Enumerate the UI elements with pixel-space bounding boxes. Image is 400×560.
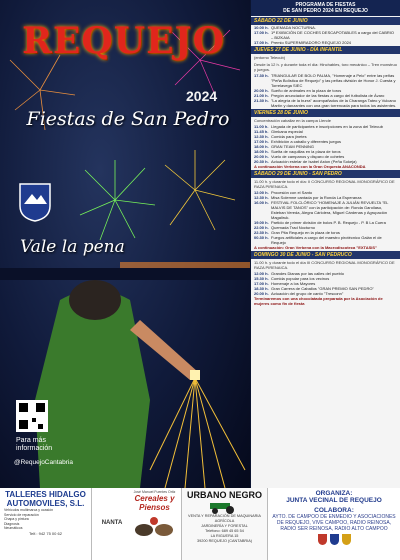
program-event bbox=[251, 235, 400, 245]
program-event-time: 20.00 h. bbox=[254, 154, 269, 159]
program-heading bbox=[251, 0, 400, 16]
poster-title: REQUEJO bbox=[22, 20, 225, 62]
sponsor-urbano-line: LA RIGUERA 15 bbox=[210, 534, 239, 538]
program-event-text: "La alegría de la burra" acompañados de la Charanga Tateo y Vulcano Martín y danzantes con una gran torrencada para todos los asistentes. bbox=[271, 98, 397, 108]
livestock-icon bbox=[130, 512, 178, 542]
program-event-text: Gran Carrera de Caballos "GRAN PREMIO SAN PEDRO" bbox=[271, 286, 374, 291]
sponsor-talleres-item: Chapa y pintura bbox=[4, 517, 29, 521]
sponsor-cereales bbox=[130, 490, 179, 558]
program-event-text: 1ª EXIBICIÓN DE COCHES DESCAPOTABLES a cargo del CABRIO – BIZKAIA bbox=[271, 30, 394, 40]
program-event-time: 12.00 h. bbox=[254, 271, 269, 276]
program-event-text: Vuelo de campanos y disparo de cohetes bbox=[271, 154, 345, 159]
program-day-note: (entorno Telecub) bbox=[254, 55, 286, 60]
program-day-continuation: A continuación: Gran Verbena con la Macrodiscoteca "EXTASIS" bbox=[254, 245, 377, 250]
colabora-heading: COLABORA: bbox=[314, 507, 354, 514]
sponsor-urbano-line: JARDINERÍA Y FORESTAL bbox=[201, 524, 248, 528]
program-day-note: Desde la 12 h. y durante toda el día: Hinchables, toro mecánico – Tren monstruo y juegos. bbox=[254, 62, 397, 72]
program-event-text: Gran Pita Requejo en la plaza de toros bbox=[271, 230, 340, 235]
program-day-title: SÁBADO 22 DE JUNIO bbox=[251, 17, 400, 25]
program-event-time: 18.30 h. bbox=[254, 286, 269, 291]
program-event-text: Suelta de vaquillas en la plaza de toros bbox=[271, 149, 341, 154]
program-event-time: 10.00 h. bbox=[254, 25, 269, 30]
sponsors-footer bbox=[0, 488, 400, 560]
sponsor-urbano-line: VENTA Y REPARACIÓN DE MAQUINARIA AGRÍCOLA bbox=[188, 514, 261, 523]
program-event bbox=[251, 73, 400, 88]
poster-year: 2024 bbox=[186, 88, 218, 104]
sponsor-talleres-item: Neumáticos bbox=[4, 526, 23, 530]
shield-icon bbox=[318, 534, 327, 545]
program-event-time: 19.00 h. bbox=[254, 220, 269, 225]
program-day-continuation: A continuación Verbena con la Gran Orquesta ANACONDA bbox=[254, 164, 366, 169]
program-day-note: 11.00 h. y durante todo el día: II CONCURSO REGIONAL MONOGRÁFICO DE RAZA PIRENAICA. bbox=[254, 179, 395, 189]
program-event-time: 17.00 h. bbox=[254, 281, 269, 286]
program-event-text: Sueño de animales en la plaza de toros bbox=[271, 88, 342, 93]
program-event-text: Grandes Dianas por las calles del pueblo bbox=[271, 271, 344, 276]
organiza-org: JUNTA VECINAL DE REQUEJO bbox=[286, 497, 382, 504]
program-event-time: 17.00 h. bbox=[254, 30, 269, 35]
program-event-time: 17.30 h. bbox=[254, 73, 269, 78]
sponsor-talleres-item: Servicio de reparación bbox=[4, 512, 39, 517]
program-event-time: 18.00 h. bbox=[254, 149, 269, 154]
program-event-text: Actuación estelar de Isabel Aston (Peña Sokeja) bbox=[271, 159, 357, 164]
program-event bbox=[251, 30, 400, 40]
program-event-time: 11.45 h. bbox=[254, 129, 269, 134]
sponsor-cereales-owner: José Manuel Fuentes Ortiz bbox=[133, 490, 176, 494]
program-event-text: Procesión con el Santo bbox=[271, 190, 313, 195]
organizers bbox=[268, 488, 400, 560]
program-event-text: Homenaje a los Mayores bbox=[271, 281, 316, 286]
social-handle: @RequejoCantabria bbox=[14, 459, 73, 466]
program-day-title: JUEVES 27 DE JUNIO - DÍA INFANTIL bbox=[251, 46, 400, 54]
program-event-time: 12.00 h. bbox=[254, 190, 269, 195]
program-event-text: Misa Solemne cantada por la Ronda La Esperanza bbox=[271, 195, 362, 200]
program-event-text: Comida popular para los vecinos bbox=[271, 276, 330, 281]
program-day-note: 11.00 h. y durante todo el día III CONCURSO REGIONAL MONOGRÁFICO DE RAZA PIRENAICA. bbox=[254, 260, 395, 270]
program-event-time: 17.00 h. bbox=[254, 40, 269, 45]
program-event-time: 21.30 h. bbox=[254, 98, 269, 103]
shield-icon bbox=[342, 534, 351, 545]
program-event-time: 17.00 h. bbox=[254, 139, 269, 144]
organiza-heading: ORGANIZA: bbox=[315, 490, 353, 497]
program-event-text: QUEMADA NOCTURNA. bbox=[271, 25, 316, 30]
program-panel bbox=[251, 0, 400, 488]
collaborator-shields bbox=[270, 534, 398, 545]
program-event-time: 20.30 h. bbox=[254, 159, 269, 164]
shield-icon bbox=[330, 534, 339, 545]
program-event-time: 12.30 h. bbox=[254, 134, 269, 139]
program-event-time: 22.00 h. bbox=[254, 225, 269, 230]
sponsor-talleres-list bbox=[2, 508, 89, 531]
program-event bbox=[251, 98, 400, 108]
program-event-text: GRAN TEAM PENNING bbox=[271, 144, 315, 149]
program-event-text: Partido de primer división de bolos P. B. Requejo - P. B La Cuera bbox=[271, 220, 386, 225]
program-event-text: Exhibición a caballo y diferentes juegos bbox=[271, 139, 342, 144]
program-event-text: Comida para jinetes bbox=[271, 134, 307, 139]
program-event bbox=[251, 40, 400, 45]
program-event-text: Actuación del grupo de canto "Tresconn" bbox=[271, 291, 344, 296]
sponsor-talleres-item: Diagnosis bbox=[4, 521, 20, 526]
tractor-icon bbox=[185, 500, 265, 514]
program-day-title: VIERNES 28 DE JUNIO bbox=[251, 109, 400, 117]
program-event-text: Premio SUPERMIRADORO REQUEJO 2024 bbox=[271, 40, 352, 45]
sponsor-urbano-line: 39200 REQUEJO (CANTABRIA) bbox=[197, 539, 252, 543]
program-event-text: TRIANGULAR DE BOLO PALMA, "Homenaje a Pelo" entre las peñas "Peña Bolística de Requejo" y las peñas división de Honor J. Cuesta y Torrelavega SIEC bbox=[271, 73, 396, 88]
poster-tagline: Vale la pena bbox=[20, 237, 125, 257]
program-day-title: SÁBADO 29 DE JUNIO - SAN PEDRO bbox=[251, 170, 400, 178]
qr-label-line: Para más bbox=[16, 437, 46, 444]
qr-label bbox=[16, 437, 52, 453]
program-event bbox=[251, 200, 400, 220]
program-days bbox=[251, 17, 400, 306]
program-heading-line: PROGRAMA DE FIESTAS bbox=[295, 2, 356, 8]
program-day-continuation: Terminaremos con una chocolatada preparada por la Asociación de mujeres como fin de fiesta bbox=[254, 296, 383, 306]
sponsor-urbano-name: URBANO NEGRO bbox=[186, 490, 262, 500]
program-event-time: 20.00 h. bbox=[254, 88, 269, 93]
program-event-text: Quemada Trad Nocturno bbox=[271, 225, 316, 230]
sponsor-cereales-nanta bbox=[92, 488, 182, 560]
program-event-time: 16.00 h. bbox=[254, 200, 269, 205]
sponsor-talleres-title: TALLERES HIDALGO AUTOMOVILES, S.L. bbox=[5, 490, 86, 508]
poster-subtitle: Fiestas de San Pedro bbox=[26, 108, 230, 130]
sponsor-nanta: NANTA bbox=[101, 520, 123, 526]
program-event-text: Gimkana especial bbox=[271, 129, 303, 134]
program-event-time: 11.00 h. bbox=[254, 124, 269, 129]
program-event-time: 15.30 h. bbox=[254, 276, 269, 281]
program-day-note: Concentración caballar en la campa Llende bbox=[254, 118, 331, 123]
sponsor-talleres-item: Vehículos multimarca y ocasión bbox=[4, 508, 54, 512]
sponsor-talleres-phone: Telf.: 942 75 00 62 bbox=[29, 530, 62, 536]
colabora-list: AYTO. DE CAMPOO DE ENMEDIO Y ASOCIACIONES DE REQUEJO, VIVE CAMPOO, RADIO REINOSA, RADIO SER REINOSA, RADIO ALTO CAMPOO bbox=[272, 514, 396, 532]
program-event-text: FESTIVAL FOLCLÓRICO "HOMENAJE A JULIÁN REVUELTA "EL MALVIS DE TANOS" con la participación de: Ronda Garoilaso, Esteban Vereda, Alegra Cárlolera, Miguel Cárdenas y Agrupación Magaliruk. bbox=[271, 200, 389, 220]
sponsor-urbano-negro bbox=[182, 488, 268, 560]
program-event-time: 18.00 h. bbox=[254, 144, 269, 149]
program-event-text: Fuegos artificiales a cargo del maestro pirotécnico Galán el de Requejo bbox=[271, 235, 382, 245]
sponsor-talleres bbox=[0, 488, 92, 560]
sponsor-urbano-line: Teléfono: 689 45 65 54 bbox=[205, 529, 244, 533]
program-event-time: 20.00 h. bbox=[254, 291, 269, 296]
sponsor-cereales-name: Cereales y Piensos bbox=[134, 494, 175, 512]
program-event-time: 12.30 h. bbox=[254, 195, 269, 200]
program-heading-line: DE SAN PEDRO 2024 EN REQUEJO bbox=[283, 8, 368, 14]
program-event-text: Pregón anunciador de las fiestas a cargo del futbolista de Ávaro bbox=[271, 93, 385, 98]
requejo-shield-icon bbox=[18, 182, 52, 222]
program-event-time: 22.30 h. bbox=[254, 230, 269, 235]
program-event-text: Llegada de participantes e inscripciones en la zona del Telecub bbox=[271, 124, 384, 129]
program-day-title: DOMINGO 30 DE JUNIO - SAN PEDRUCO bbox=[251, 251, 400, 259]
program-event-time: 21.00 h. bbox=[254, 93, 269, 98]
program-event-time: 00.30 h. bbox=[254, 235, 269, 240]
qr-label-line: información bbox=[16, 445, 53, 452]
